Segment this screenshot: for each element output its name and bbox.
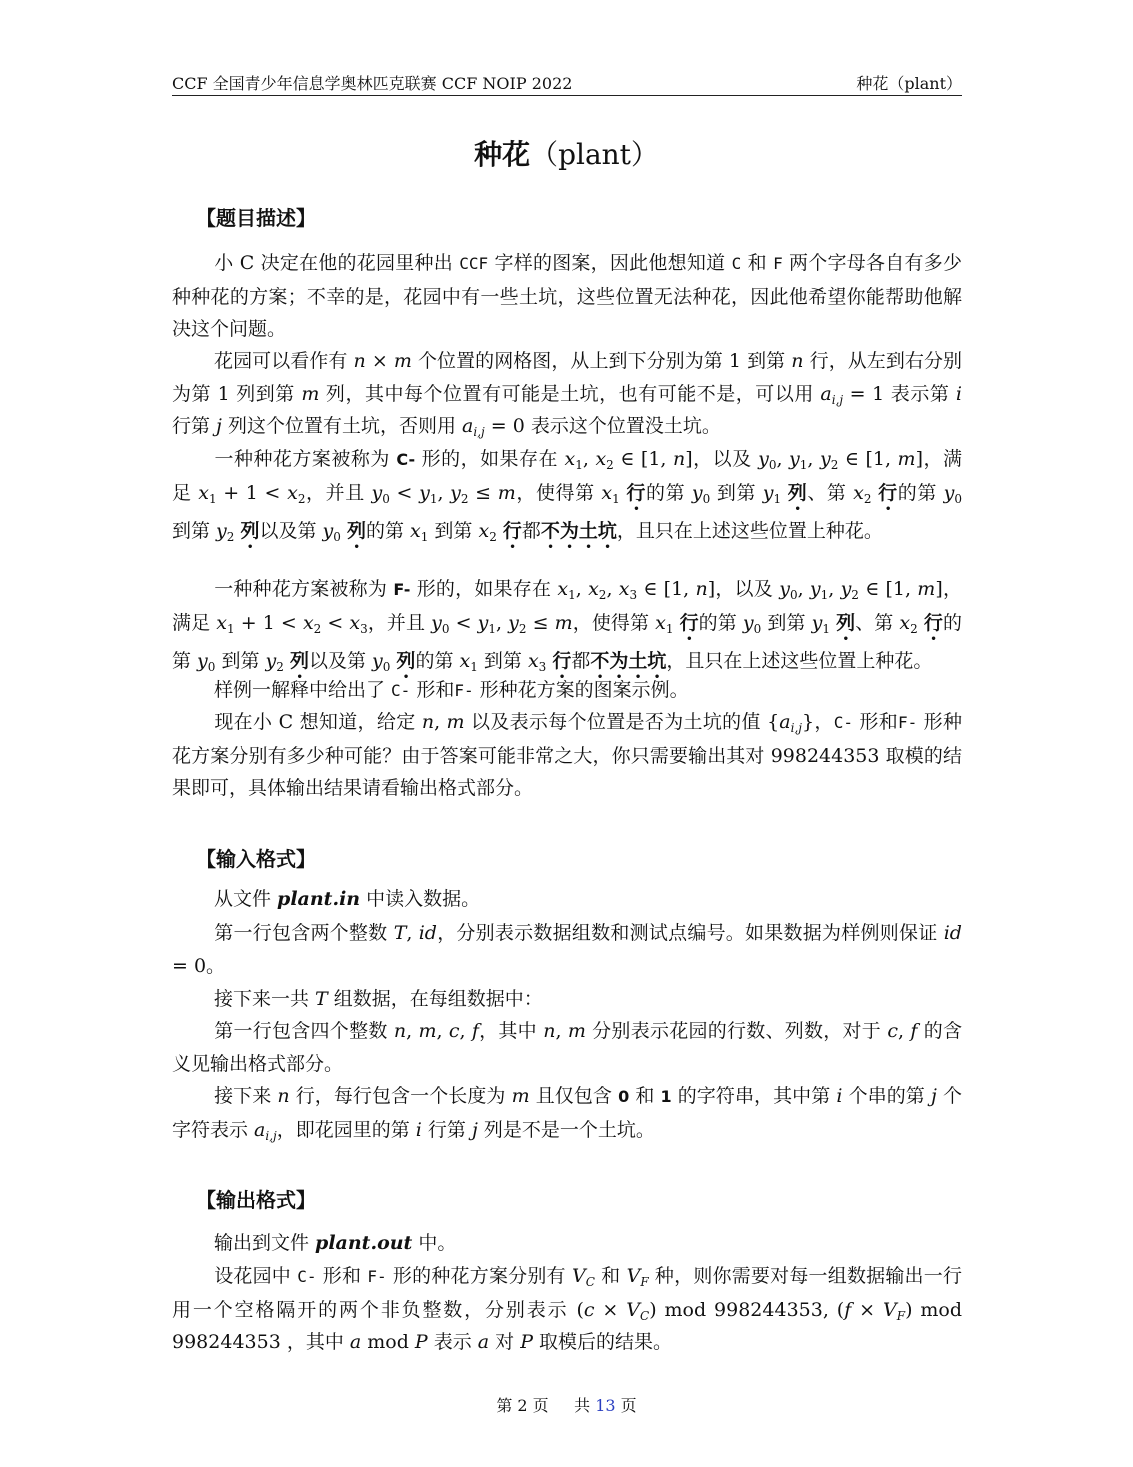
input-paragraph-5: 接下来 n 行，每行包含一个长度为 m 且仅包含 0 和 1 的字符串，其中第 i 个串的第 j 个字符表示 $a_{i,j}$，即花园里的第 i 行第 j 列是不是一个土坑。 (172, 1085, 962, 1143)
footer-total-suffix: 页 (620, 1396, 637, 1415)
title-cn: 种花 (474, 138, 531, 171)
section-input-heading: 【输入格式】 (196, 847, 316, 871)
header-problem: 种花（plant） (856, 74, 962, 93)
title-latin: （plant） (530, 138, 659, 171)
input-paragraph-3: 接下来一共 T 组数据，在每组数据中： (214, 988, 543, 1010)
description-paragraph-1: 小 C 决定在他的花园里种出 CCF 字样的图案，因此他想知道 C 和 F 两个字母各自有多少种种花的方案；不幸的是，花园中有一些土坑，这些位置无法种花，因此他希望你能帮助他解决这个问题。 (172, 252, 962, 341)
section-description-heading: 【题目描述】 (196, 206, 316, 230)
header-contest: CCF 全国青少年信息学奥林匹克联赛 CCF NOIP 2022 (172, 74, 573, 93)
input-paragraph-4: 第一行包含四个整数 n, m, c, f，其中 n, m 分别表示花园的行数、列数，对于 c, f 的含义见输出格式部分。 (172, 1020, 962, 1075)
description-paragraph-3: 一种种花方案被称为 C- 形的，如果存在 $x_1$, $x_2$ ∈ [1, n]，以及 $y_0$, $y_1$, $y_2$ ∈ [1, m]，满足 $x_1 + 1 < x_2$，并且 $y_0 < y_1$, $y_2 \le m$，使得第 $x_1$ 行的第 $y_0$ 到第 $y_1$ 列、第 $x_2$ 行的第 $y_0$ 到第 $y_2$ 列以及第 $y_0$ 列的第 $x_1$ 到第 $x_2$ 行都不为土坑，且只在上述这些位置上种花。 (172, 448, 962, 544)
description-paragraph-4: 一种种花方案被称为 F- 形的，如果存在 $x_1$, $x_2$, $x_3$ ∈ [1, n]，以及 $y_0$, $y_1$, $y_2$ ∈ [1, m]，满足 $x_1 + 1 < x_2 < x_3$，并且 $y_0 < y_1$, $y_2 \le m$，使得第 $x_1$ 行的第 $y_0$ 到第 $y_1$ 列、第 $x_2$ 行的第 $y_0$ 到第 $y_2$ 列以及第 $y_0$ 列的第 $x_1$ 到第 $x_3$ 行都不为土坑，且只在上述这些位置上种花。 (172, 578, 962, 674)
description-paragraph-6: 现在小 C 想知道，给定 n, m 以及表示每个位置是否为土坑的值 $\{a_{i,j}\}$，C- 形和F- 形种花方案分别有多少种可能？由于答案可能非常之大，你只需要输出其对 998244353 取模的结果即可，具体输出结果请看输出格式部分。 (172, 711, 962, 800)
footer-total-pages[interactable]: 13 (595, 1396, 616, 1415)
input-paragraph-2: 第一行包含两个整数 T, id，分别表示数据组数和测试点编号。如果数据为样例则保证 id = 0。 (172, 922, 962, 977)
page-header (172, 68, 962, 96)
page-footer (0, 1393, 1133, 1416)
footer-total-prefix: 共 (574, 1396, 591, 1415)
output-paragraph-1: 输出到文件 plant.out 中。 (214, 1232, 457, 1254)
description-paragraph-5: 样例一解释中给出了 C- 形和F- 形种花方案的图案示例。 (214, 679, 689, 701)
footer-page: 第 2 页 (496, 1396, 549, 1415)
description-paragraph-2: 花园可以看作有 n × m 个位置的网格图，从上到下分别为第 1 到第 n 行，从左到右分别为第 1 列到第 m 列，其中每个位置有可能是土坑，也有可能不是，可以用 $a_{i,j} = 1$ 表示第 i 行第 j 列这个位置有土坑，否则用 $a_{i,j} = 0$ 表示这个位置没土坑。 (172, 350, 963, 440)
input-paragraph-1: 从文件 plant.in 中读入数据。 (214, 888, 481, 910)
section-output-heading: 【输出格式】 (196, 1188, 316, 1212)
output-paragraph-2: 设花园中 C- 形和 F- 形的种花方案分别有 $V_C$ 和 $V_F$ 种，则你需要对每一组数据输出一行用一个空格隔开的两个非负整数，分别表示 $(c \times V_C)$ mod 998244353, $(f \times V_F)$ mod 998244353 ，其中 a mod P 表示 a 对 P 取模后的结果。 (172, 1265, 963, 1354)
problem-title (0, 133, 1133, 173)
